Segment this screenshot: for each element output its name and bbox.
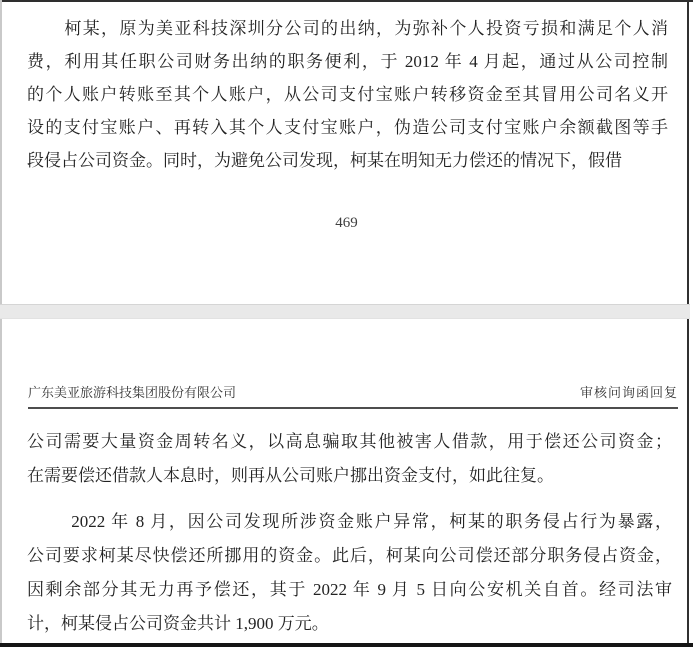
right-frame-line	[687, 0, 689, 647]
text-line: 2022 年 8 月，因公司发现所涉资金账户异常，柯某的职务侵占行为暴露，	[71, 512, 672, 531]
company-name: 广东美亚旅游科技集团股份有限公司	[28, 385, 237, 400]
page-header	[28, 382, 678, 409]
document-title: 审核问询函回复	[579, 385, 678, 400]
text-line: 的个人账户转账至其个人账户，从公司支付宝账户转移资金至其冒用公司名义开	[27, 85, 668, 104]
text-line: 段侵占公司资金。同时，为避免公司发现，柯某在明知无力偿还的情况下，假借	[27, 151, 622, 170]
page-top-paragraph	[27, 12, 668, 177]
text-line: 柯某，原为美亚科技深圳分公司的出纳，为弥补个人投资亏损和满足个人消	[64, 19, 668, 38]
text-line: 计，柯某侵占公司资金共计 1,900 万元。	[27, 614, 329, 633]
text-line: 设的支付宝账户、再转入其个人支付宝账户，伪造公司支付宝账户余额截图等手	[27, 118, 668, 137]
text-line: 在需要偿还借款人本息时，则再从公司账户挪出资金支付，如此往复。	[27, 466, 554, 485]
page-bottom-body	[27, 425, 672, 641]
bottom-frame-line	[0, 643, 693, 647]
page-gap-divider	[0, 304, 690, 319]
page-number: 469	[335, 215, 358, 231]
top-frame-line	[0, 0, 693, 2]
paragraph	[27, 505, 672, 641]
paragraph-continuation	[27, 425, 672, 493]
text-line: 因剩余部分其无力再予偿还，其于 2022 年 9 月 5 日向公安机关自首。经司法审	[27, 580, 672, 599]
text-line: 公司需要大量资金周转名义，以高息骗取其他被害人借款，用于偿还公司资金；	[27, 432, 672, 451]
text-line: 公司要求柯某尽快偿还所挪用的资金。此后，柯某向公司偿还部分职务侵占资金，	[27, 546, 672, 565]
left-frame-line	[0, 0, 2, 647]
text-line: 费，利用其任职公司财务出纳的职务便利，于 2012 年 4 月起，通过从公司控制	[27, 52, 668, 71]
